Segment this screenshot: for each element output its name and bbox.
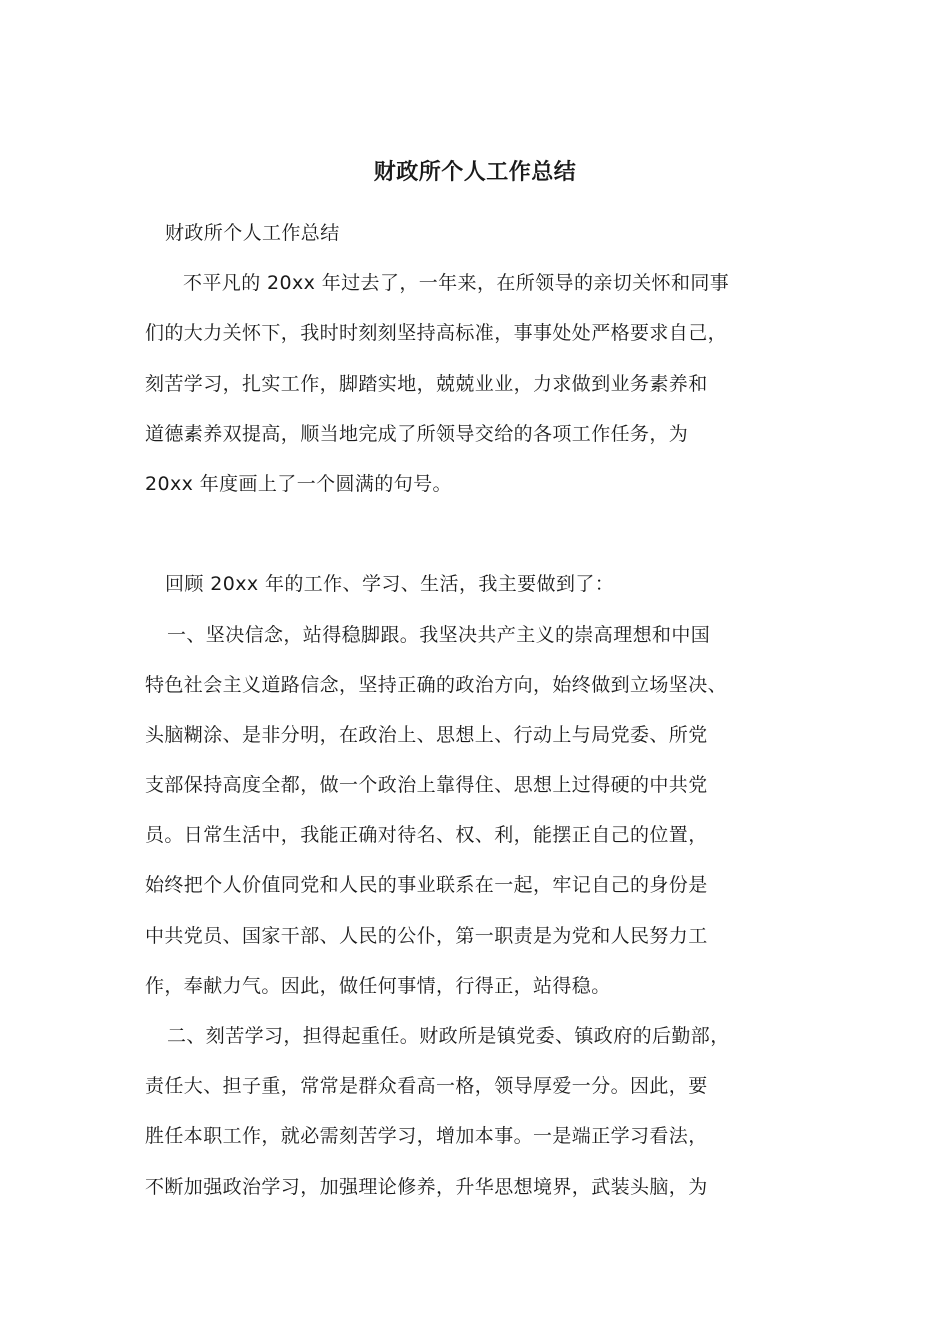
paragraph-line: 二、刻苦学习，担得起重任。财政所是镇党委、镇政府的后勤部， — [167, 1025, 730, 1047]
document-body — [145, 208, 825, 1212]
paragraph-line: 不断加强政治学习，加强理论修养，升华思想境界，武装头脑，为 — [145, 1175, 708, 1198]
paragraph-line: 支部保持高度全都，做一个政治上靠得住、思想上过得硬的中共党 — [145, 774, 708, 797]
paragraph-line: 头脑糊涂、是非分明，在政治上、思想上、行动上与局党委、所党 — [145, 723, 708, 746]
paragraph-line: 刻苦学习，扎实工作，脚踏实地，兢兢业业，力求做到业务素养和 — [145, 372, 708, 395]
paragraph-line: 员。日常生活中，我能正确对待名、权、利，能摆正自己的位置， — [145, 824, 708, 847]
paragraph-line: 道德素养双提高，顺当地完成了所领导交给的各项工作任务，为 — [145, 422, 689, 445]
paragraph-line: 特色社会主义道路信念，坚持正确的政治方向，始终做到立场坚决、 — [145, 673, 728, 696]
paragraph-line: 作，奉献力气。因此，做任何事情，行得正，站得稳。 — [145, 974, 611, 997]
paragraph-line: 回顾 20xx 年的工作、学习、生活，我主要做到了： — [165, 573, 615, 596]
paragraph-line: 胜任本职工作，就必需刻苦学习，增加本事。一是端正学习看法， — [145, 1125, 708, 1148]
paragraph-line: 中共党员、国家干部、人民的公仆，第一职责是为党和人民努力工 — [145, 924, 708, 947]
paragraph-line: 不平凡的 20xx 年过去了，一年来，在所领导的亲切关怀和同事 — [183, 272, 730, 295]
paragraph-line: 一、坚决信念，站得稳脚跟。我坚决共产主义的崇高理想和中国 — [167, 623, 711, 646]
paragraph-line: 20xx 年度画上了一个圆满的句号。 — [145, 472, 452, 495]
paragraph-line: 始终把个人价值同党和人民的事业联系在一起，牢记自己的身份是 — [145, 874, 708, 897]
document-title: 财政所个人工作总结 — [373, 159, 577, 185]
blank-line — [145, 509, 825, 559]
paragraph-line: 们的大力关怀下，我时时刻刻坚持高标准，事事处处严格要求自己， — [145, 322, 728, 345]
paragraph-line: 责任大、担子重，常常是群众看高一格，领导厚爱一分。因此，要 — [145, 1075, 708, 1098]
subtitle-line: 财政所个人工作总结 — [165, 222, 340, 244]
